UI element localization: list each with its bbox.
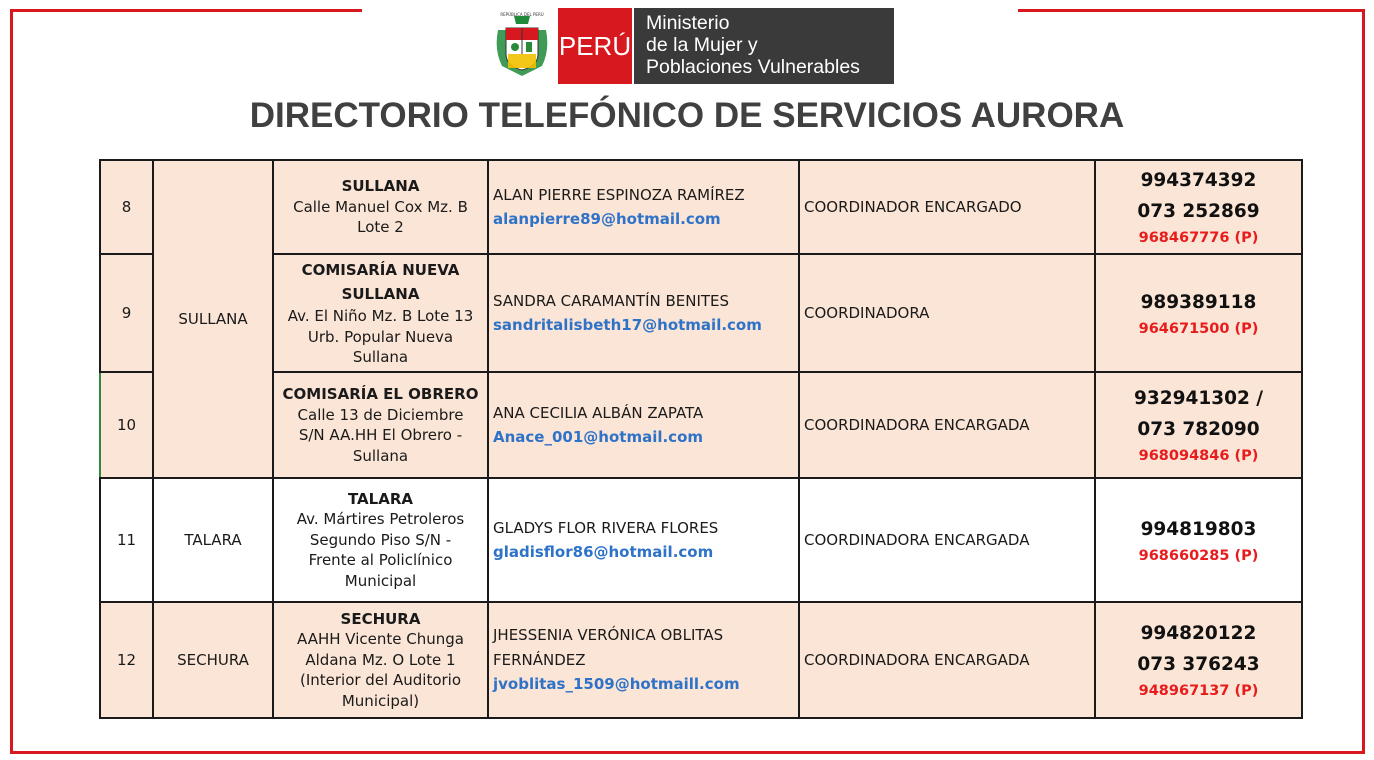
phone-number: 073 252869 [1137, 201, 1260, 222]
row-number: 11 [100, 478, 153, 602]
location-cell [273, 160, 488, 254]
contact-name: ALAN PIERRE ESPINOZA RAMÍREZ [493, 185, 745, 204]
row-number: 8 [100, 160, 153, 254]
page-title: DIRECTORIO TELEFÓNICO DE SERVICIOS AURORA [249, 96, 1125, 135]
contact-name: SANDRA CARAMANTÍN BENITES [493, 291, 730, 310]
phone-cell [1095, 254, 1302, 372]
role-cell: COORDINADORA ENCARGADA [799, 372, 1095, 478]
row-number: 12 [100, 602, 153, 718]
phone-number: 994374392 [1140, 170, 1257, 191]
ministry-line: Ministerio [646, 12, 730, 34]
phone-personal: 968094846 (P) [1138, 448, 1259, 464]
phone-personal: 968660285 (P) [1138, 547, 1259, 564]
location-address: Av. Mártires Petroleros Segundo Piso S/N - Frente al Policlínico Municipal [296, 510, 465, 590]
table-row [100, 602, 1302, 718]
frame-line-bottom [10, 751, 1365, 754]
location-address: Calle Manuel Cox Mz. B Lote 2 [293, 197, 468, 237]
phone-personal: 948967137 (P) [1138, 683, 1259, 699]
row-number: 9 [100, 254, 153, 372]
province-cell: SULLANA [153, 160, 273, 478]
phone-number: 932941302 / [1133, 388, 1264, 409]
contact-name: GLADYS FLOR RIVERA FLORES [493, 518, 719, 537]
contact-email[interactable]: Anace_001@hotmail.com [493, 428, 703, 446]
peru-label: PERÚ [558, 8, 632, 84]
location-address: Calle 13 de Diciembre S/N AA.HH El Obrero - Sullana [297, 405, 464, 465]
location-name: SECHURA [340, 609, 421, 628]
contact-email[interactable]: sandritalisbeth17@hotmail.com [493, 316, 762, 334]
phone-personal: 964671500 (P) [1138, 320, 1259, 337]
phone-number: 994819803 [1140, 518, 1257, 540]
location-cell [273, 602, 488, 718]
phone-cell [1095, 160, 1302, 254]
contact-cell [488, 254, 799, 372]
contact-cell [488, 372, 799, 478]
frame-line-top-left [10, 9, 362, 12]
location-cell [273, 254, 488, 372]
location-name: TALARA [347, 489, 413, 508]
province-cell: TALARA [153, 478, 273, 602]
table-row [100, 254, 1302, 372]
role-cell: COORDINADORA [799, 254, 1095, 372]
seal-text: REPÚBLICA DEL PERÚ [500, 12, 544, 17]
row-number: 10 [100, 372, 153, 478]
ministry-name [632, 8, 894, 84]
table-row [100, 160, 1302, 254]
ministry-line: Poblaciones Vulnerables [646, 56, 860, 78]
province-cell: SECHURA [153, 602, 273, 718]
phone-number: 989389118 [1140, 291, 1257, 313]
phone-personal: 968467776 (P) [1138, 230, 1259, 246]
frame-line-top-right [1018, 9, 1365, 12]
ministry-logo [486, 8, 894, 84]
location-address: AAHH Vicente Chunga Aldana Mz. O Lote 1 (Interior del Auditorio Municipal) [297, 630, 464, 710]
contact-email[interactable]: gladisflor86@hotmail.com [493, 543, 714, 561]
phone-cell [1095, 372, 1302, 478]
location-name: COMISARÍA EL OBRERO [282, 385, 479, 403]
contact-cell [488, 478, 799, 602]
contact-cell [488, 602, 799, 718]
contact-cell [488, 160, 799, 254]
role-cell: COORDINADORA ENCARGADA [799, 478, 1095, 602]
location-name: COMISARÍA NUEVA SULLANA [301, 261, 460, 304]
location-cell [273, 478, 488, 602]
ministry-line: de la Mujer y [646, 34, 758, 56]
contact-email[interactable]: alanpierre89@hotmail.com [493, 210, 721, 228]
phone-number: 073 782090 [1137, 419, 1260, 440]
phone-number: 073 376243 [1137, 654, 1260, 675]
contact-name: JHESSENIA VERÓNICA OBLITAS FERNÁNDEZ [493, 626, 724, 669]
contact-name: ANA CECILIA ALBÁN ZAPATA [493, 403, 704, 422]
directory-table [99, 159, 1303, 719]
role-cell: COORDINADORA ENCARGADA [799, 602, 1095, 718]
phone-number: 994820122 [1140, 623, 1257, 644]
location-address: Av. El Niño Mz. B Lote 13 Urb. Popular Nueva Sullana [287, 307, 474, 367]
role-cell: COORDINADOR ENCARGADO [799, 160, 1095, 254]
coat-of-arms-icon [486, 8, 558, 84]
contact-email[interactable]: jvoblitas_1509@hotmaill.com [493, 675, 740, 694]
phone-cell [1095, 478, 1302, 602]
table-row [100, 478, 1302, 602]
location-cell [273, 372, 488, 478]
table-row [100, 372, 1302, 478]
location-name: SULLANA [341, 177, 420, 196]
phone-cell [1095, 602, 1302, 718]
